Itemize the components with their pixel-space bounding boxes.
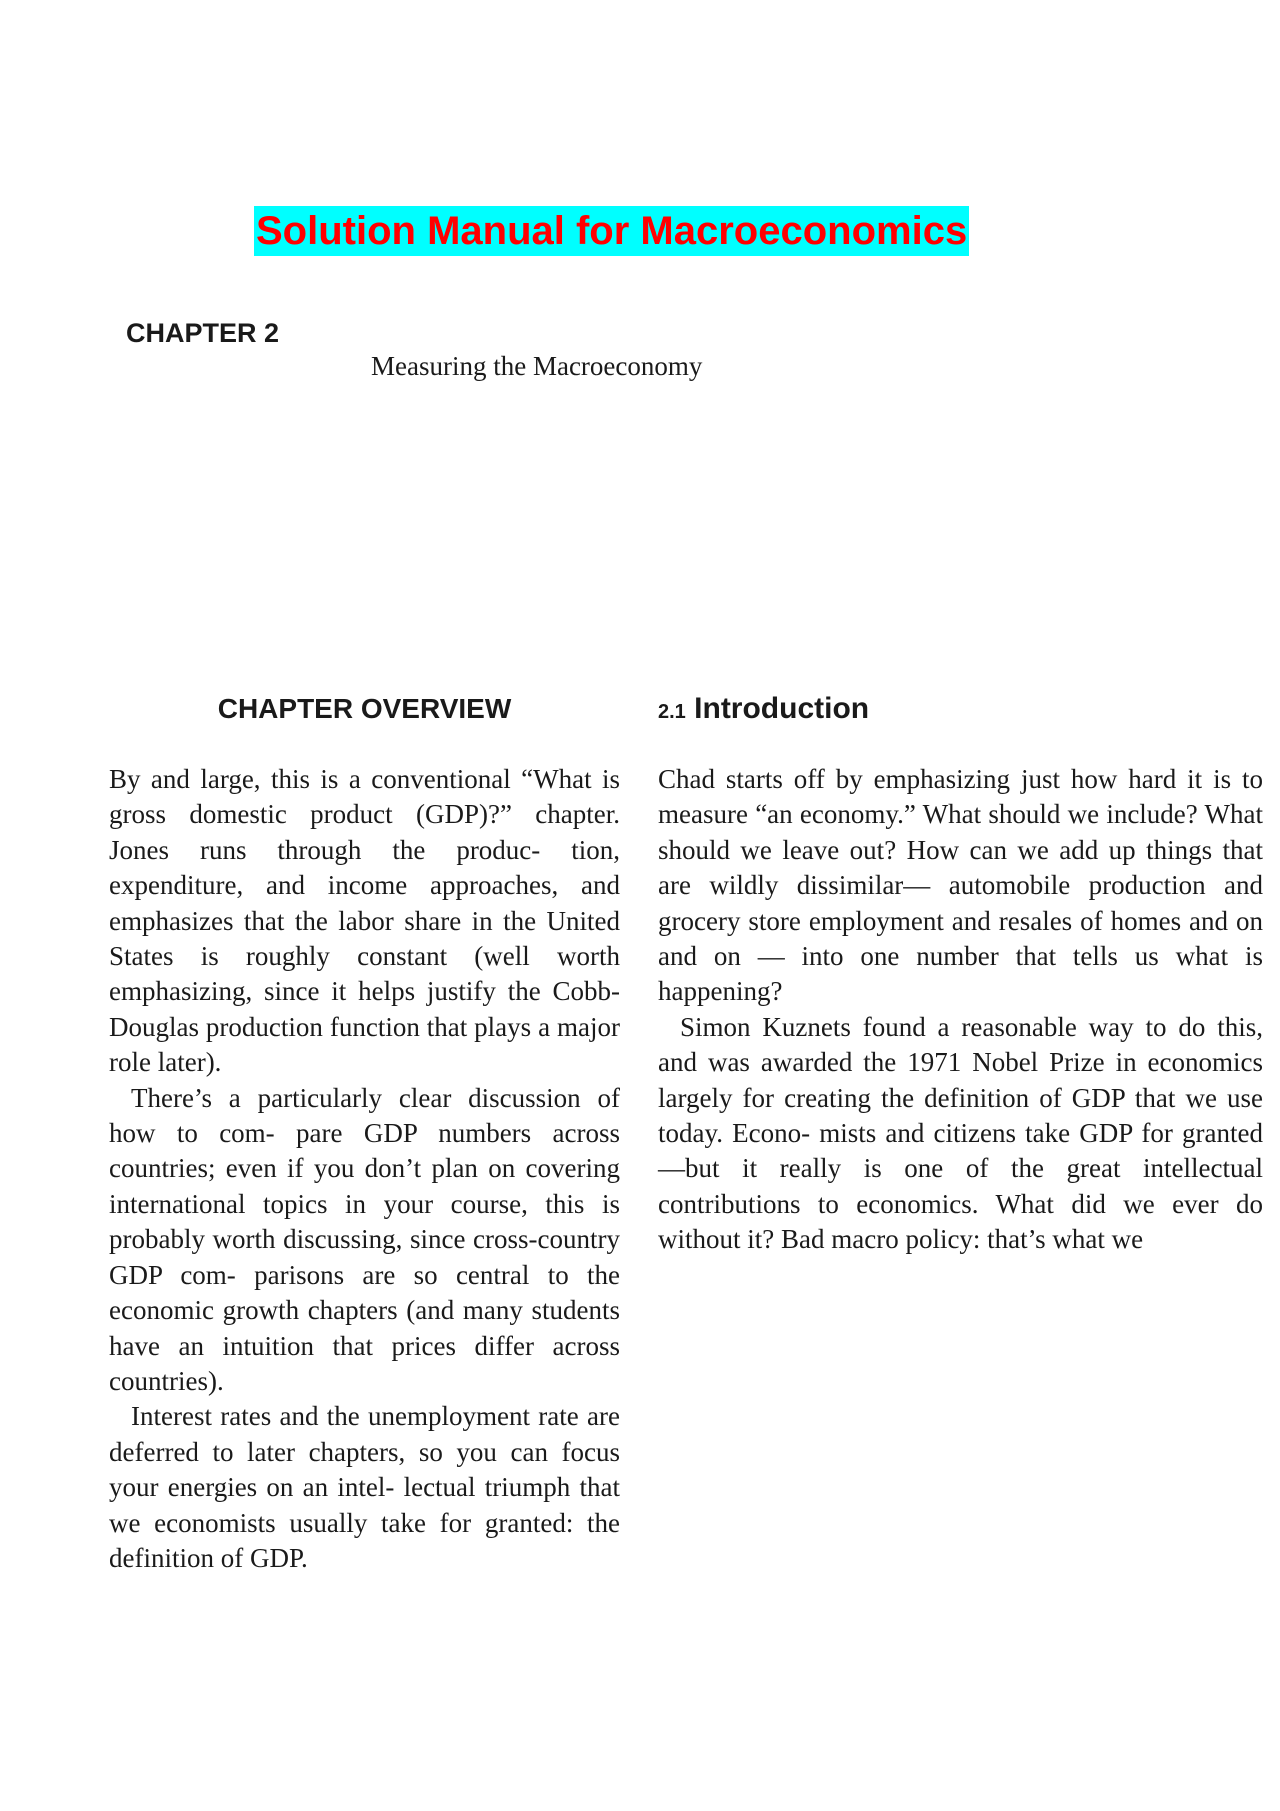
overview-paragraph: Interest rates and the unemployment rate are deferred to later chapters, so you can focus your energies on an intel- lectual triumph that we economists usually take for granted: the definition of GDP.	[109, 1401, 620, 1573]
introduction-column	[658, 762, 1263, 1258]
overview-column	[109, 762, 620, 1576]
introduction-paragraph: Simon Kuznets found a reasonable way to do this, and was awarded the 1971 Nobel Prize in economics largely for creating the definition of GDP that we use today. Econo- mists and citizens take GDP for granted—but it really is one of the great intellectual contributions to economics. What did we ever do without it? Bad macro policy: that’s what we	[658, 1011, 1263, 1255]
introduction-heading	[658, 690, 869, 731]
overview-paragraph: By and large, this is a conventional “What is gross domestic product (GDP)?” chapter. Jones runs through the produc- tion, expenditure, and income approaches, and emphasizes that the labor share in the United States is roughly constant (well worth emphasizing, since it helps justify the Cobb- Douglas production function that plays a major role later).	[109, 764, 620, 1078]
section-title: Introduction	[694, 692, 870, 725]
chapter-subtitle: Measuring the Macroeconomy	[371, 351, 703, 381]
overview-paragraph: There’s a particularly clear discussion of how to com- pare GDP numbers across countries; even if you don’t plan on covering international topics in your course, this is probably worth discussing, since cross-country GDP com- parisons are so central to the economic growth chapters (and many students have an intuition that prices differ across countries).	[109, 1082, 620, 1396]
chapter-overview-heading: CHAPTER OVERVIEW	[217, 693, 512, 724]
introduction-paragraph: Chad starts off by emphasizing just how hard it is to measure “an economy.” What should we include? What should we leave out? How can we add up things that are wildly dissimilar— automobile production and grocery store employment and resales of homes and on and on — into one number that tells us what is happening?	[658, 764, 1263, 1007]
chapter-label: CHAPTER 2	[126, 318, 280, 348]
section-number: 2.1	[658, 701, 686, 723]
document-title: Solution Manual for Macroeconomics	[254, 206, 969, 256]
